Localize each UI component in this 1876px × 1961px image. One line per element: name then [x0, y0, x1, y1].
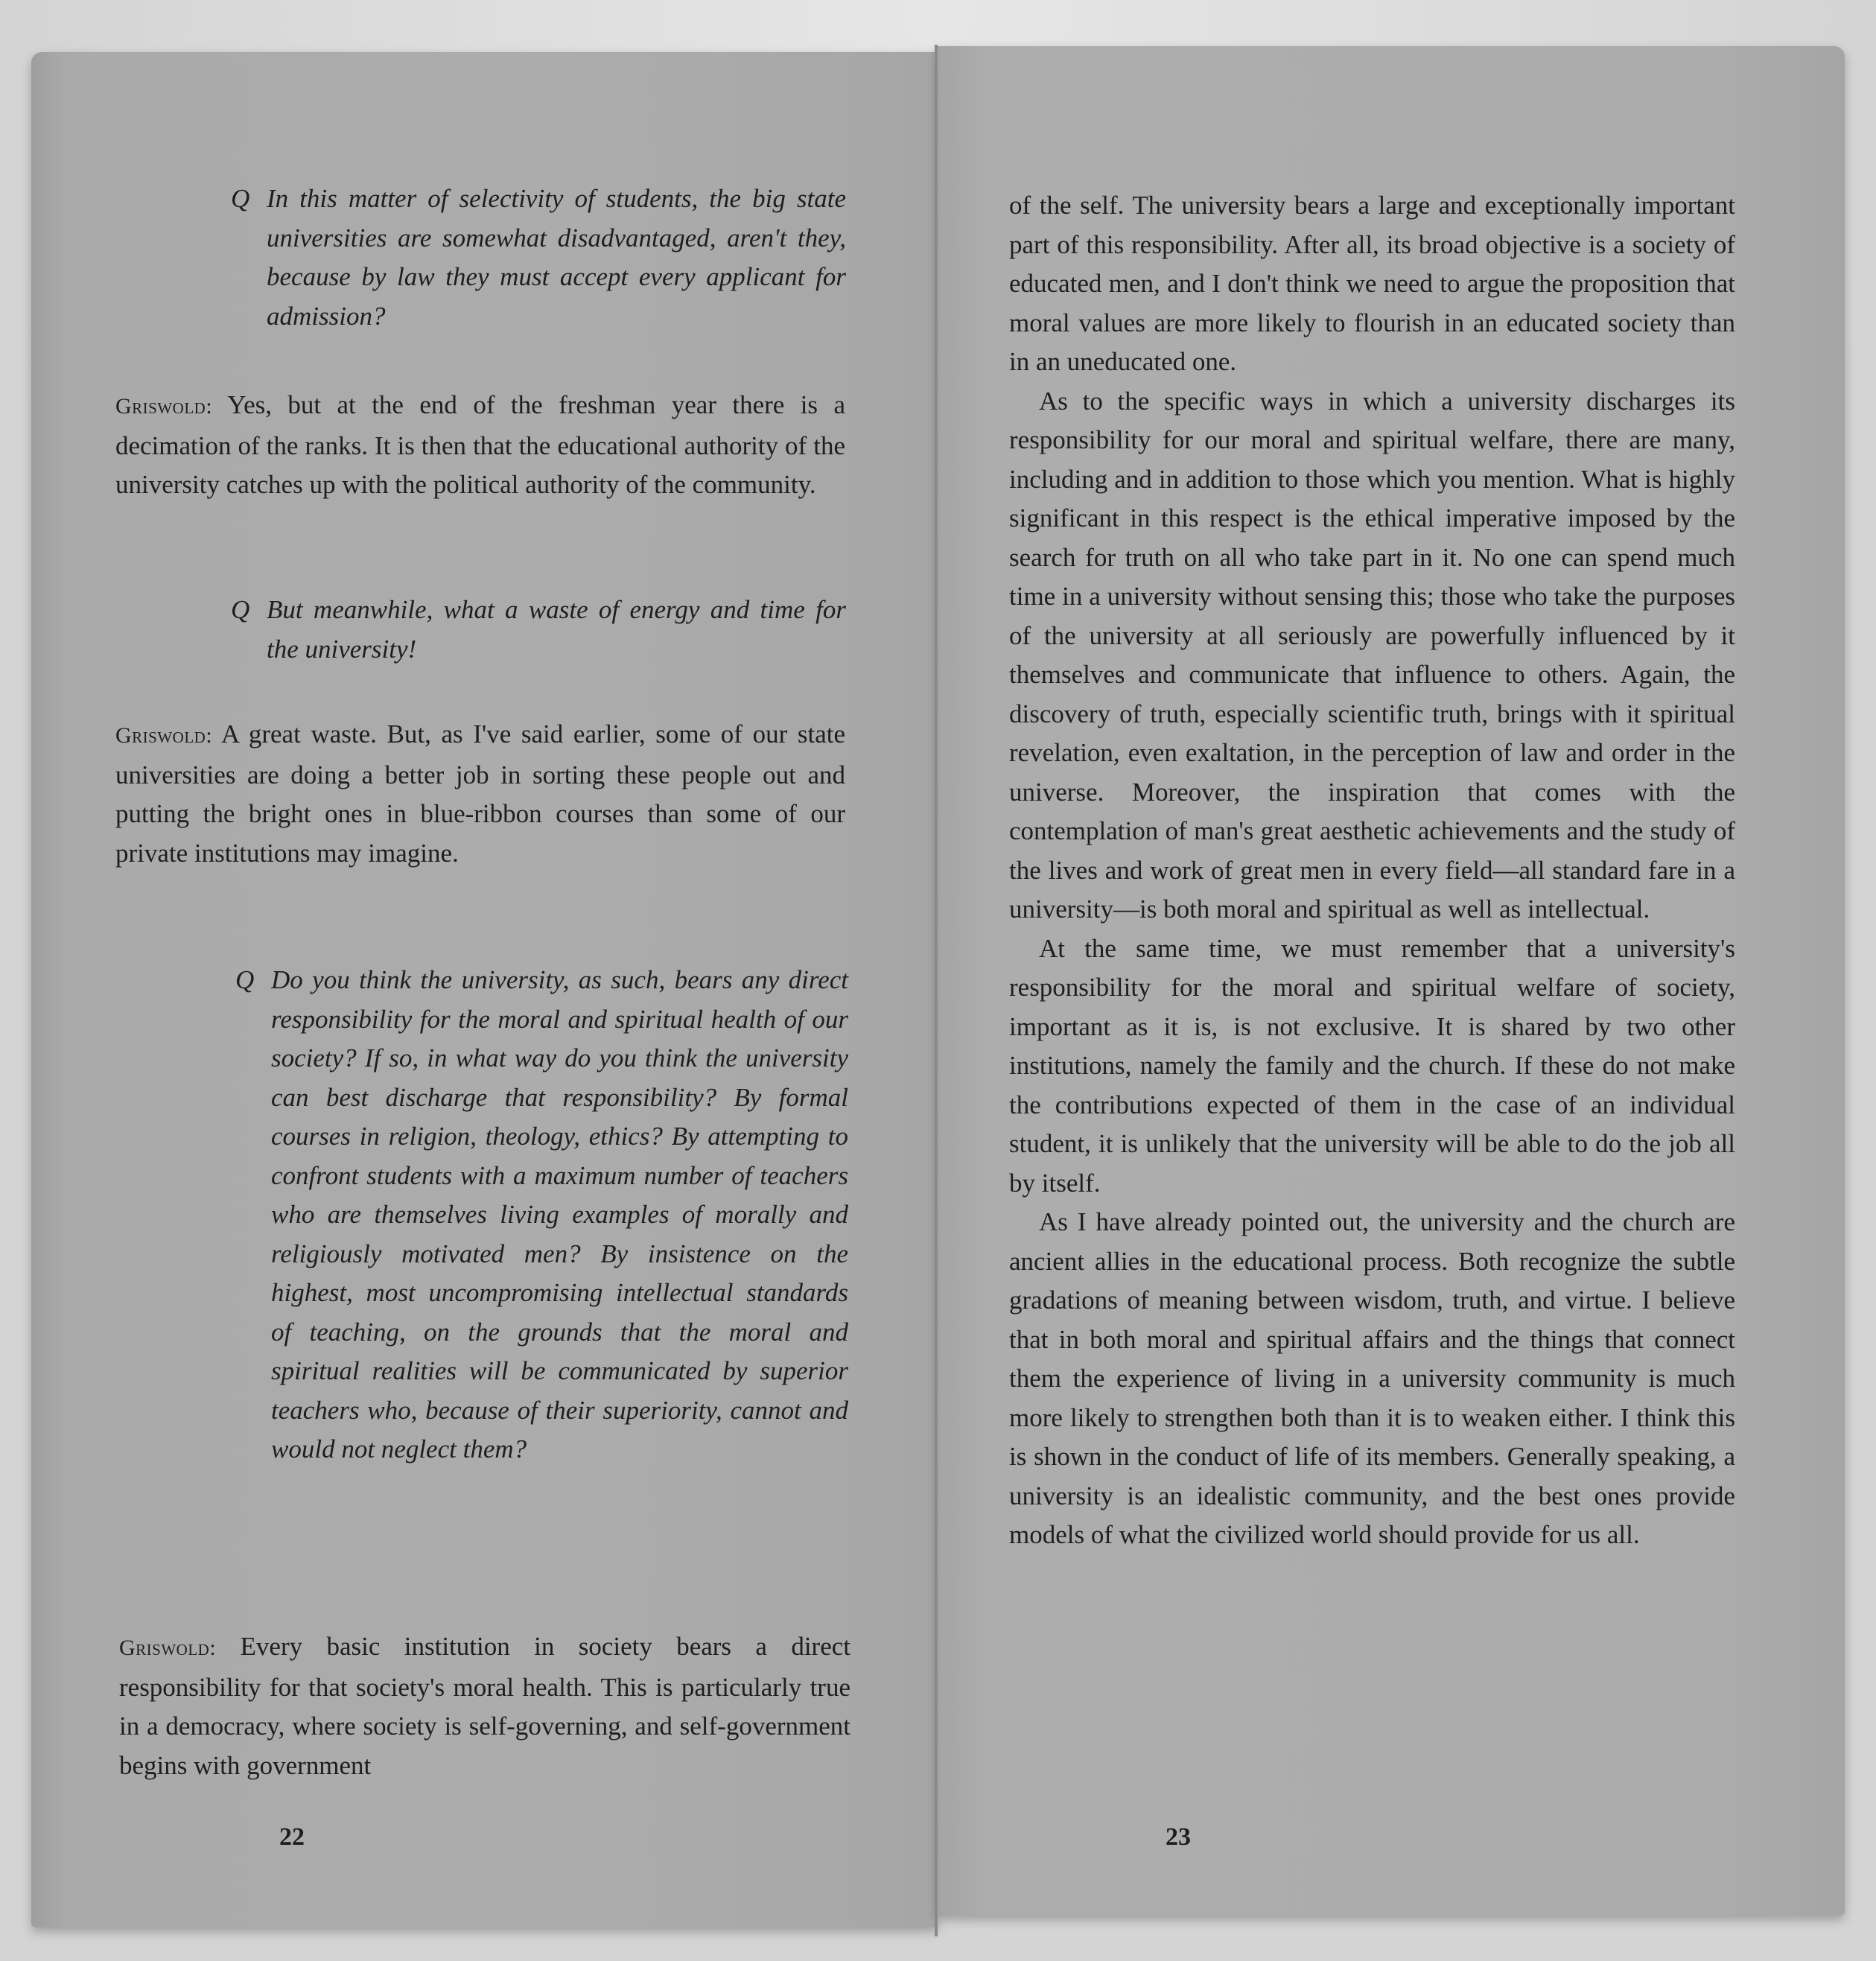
answer-text: Every basic institution in society bears a direct responsibility for that society's moral health. This is particularly true in a democracy, where society is self-governing, and self-government begins with government	[119, 1632, 850, 1780]
question-block-2	[231, 591, 846, 669]
question-block-3	[235, 961, 848, 1469]
answer-block-1	[115, 386, 845, 505]
paragraph-1: of the self. The university bears a large and exceptionally important part of this responsibility. After all, its broad objective is a society of educated men, and I don't think we need to argue the proposition that moral values are more likely to flourish in an educated society than in an uneducated one.	[1009, 191, 1735, 376]
question-marker: Q	[231, 184, 250, 213]
speaker-label: Griswold:	[115, 723, 213, 748]
answer-text: Yes, but at the end of the freshman year there is a decimation of the ranks. It is then that the educational authority of the university catches up with the political authority of the community.	[115, 390, 845, 499]
right-page-body	[1009, 186, 1735, 1555]
paragraph-2: As to the specific ways in which a university discharges its responsibility for our moral and spiritual welfare, there are many, including and in addition to those which you mention. What is highly significant in this respect is the ethical imperative imposed by the search for truth on all who take part in it. No one can spend much time in a university without sensing this; those who take the purposes of the university at all seriously are powerfully influenced by it themselves and communicate that influence to others. Again, the discovery of truth, especially scientific truth, brings with it spiritual revelation, even exaltation, in the perception of law and order in the universe. Moreover, the inspiration that comes with the contemplation of man's great aesthetic achievements and the study of the lives and work of great men in every field—all standard fare in a university—is both moral and spiritual as well as intellectual.	[1009, 386, 1735, 924]
question-block-1	[231, 179, 846, 336]
answer-text: A great waste. But, as I've said earlier, some of our state universities are doing a better job in sorting these people out and putting the bright ones in blue-ribbon courses than some of our private institutions may imagine.	[115, 719, 846, 868]
speaker-label: Griswold:	[119, 1636, 217, 1660]
book-spine-fold	[935, 45, 938, 1936]
question-text: But meanwhile, what a waste of energy and time for the university!	[267, 595, 846, 664]
question-marker: Q	[235, 965, 255, 994]
question-text: In this matter of selectivity of students, the big state universities are somewhat disadvantaged, aren't they, because by law they must accept every applicant for admission?	[267, 184, 846, 331]
answer-block-2	[115, 715, 845, 873]
question-text: Do you think the university, as such, bears any direct responsibility for the moral and spiritual health of our society? If so, in what way do you think the university can best discharge that responsibility? By formal courses in religion, theology, ethics? By attempting to confront students with a maximum number of teachers who are themselves living examples of morally and religiously motivated men? By insistence on the highest, most uncompromising intellectual standards of teaching, on the grounds that the moral and spiritual realities will be communicated by superior teachers who, because of their superiority, cannot and would not neglect them?	[271, 965, 848, 1463]
paragraph-3: At the same time, we must remember that a university's responsibility for the moral and spiritual welfare of society, important as it is, is not exclusive. It is shared by two other institutions, namely the family and the church. If these do not make the contributions expected of them in the case of an individual student, it is unlikely that the university will be able to do the job all by itself.	[1009, 933, 1735, 1198]
answer-block-3	[119, 1627, 850, 1785]
page-number-right: 23	[1166, 1823, 1191, 1851]
question-marker: Q	[231, 595, 250, 624]
speaker-label: Griswold:	[115, 394, 213, 419]
paragraph-4: As I have already pointed out, the university and the church are ancient allies in the educational process. Both recognize the subtle gradations of meaning between wisdom, truth, and virtue. I believe that in both moral and spiritual affairs and the things that connect them the experience of living in a university community is much more likely to strengthen both than it is to weaken either. I think this is shown in the conduct of life of its members. Generally speaking, a university is an idealistic community, and the best ones provide models of what the civilized world should provide for us all.	[1009, 1207, 1735, 1549]
page-number-left: 22	[279, 1823, 305, 1851]
